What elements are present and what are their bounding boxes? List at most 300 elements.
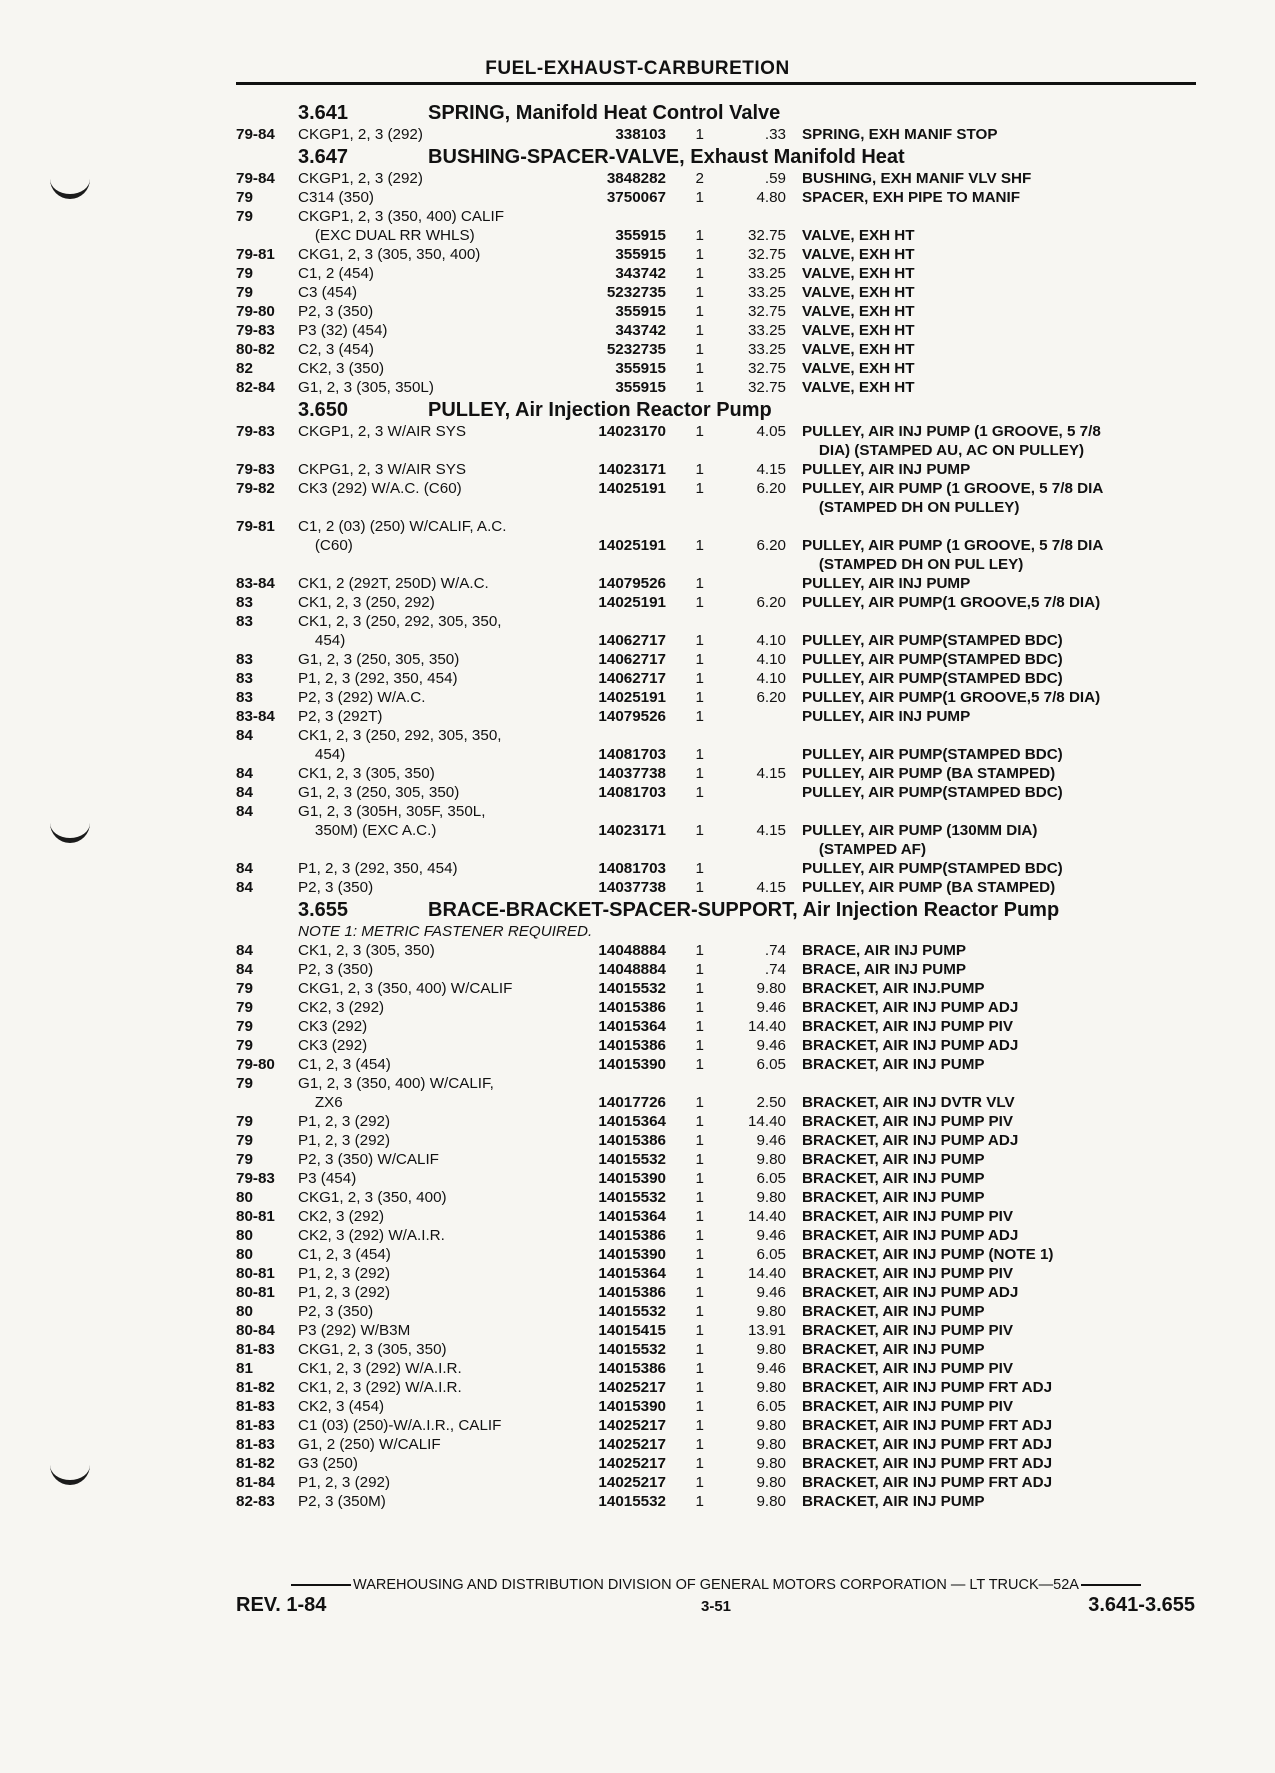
model-years-text: 79	[236, 1151, 253, 1168]
quantity	[666, 1340, 704, 1359]
price	[704, 960, 786, 979]
quantity	[666, 821, 704, 840]
quantity-text: 1	[695, 246, 704, 263]
part-number-text: 355915	[615, 227, 666, 244]
model-years-text: 80	[236, 1189, 253, 1206]
application	[298, 840, 574, 859]
quantity	[666, 1397, 704, 1416]
model-years-text: 83	[236, 613, 253, 630]
model-years	[236, 612, 298, 631]
quantity	[666, 1017, 704, 1036]
application	[298, 802, 574, 821]
part-number	[574, 555, 666, 574]
quantity	[666, 1283, 704, 1302]
price	[704, 1435, 786, 1454]
description-text: BRACKET, AIR INJ PUMP FRT ADJ	[802, 1455, 1053, 1472]
application	[298, 555, 574, 574]
quantity-text: 1	[695, 480, 704, 497]
quantity	[666, 125, 704, 144]
price-text: 9.80	[756, 1341, 786, 1358]
quantity-text: 1	[695, 265, 704, 282]
quantity-text: 1	[695, 1056, 704, 1073]
part-number	[574, 359, 666, 378]
part-number	[574, 979, 666, 998]
section-heading	[236, 898, 1196, 922]
model-years	[236, 1473, 298, 1492]
model-years	[236, 1207, 298, 1226]
model-years	[236, 340, 298, 359]
application	[298, 536, 574, 555]
application	[298, 612, 574, 631]
quantity	[666, 1093, 704, 1112]
model-years	[236, 650, 298, 669]
model-years-text: 80	[236, 1246, 253, 1263]
description-text: BRACKET, AIR INJ PUMP PIV	[802, 1265, 1013, 1282]
parts-row	[236, 707, 1196, 726]
model-years	[236, 1435, 298, 1454]
parts-row	[236, 1378, 1196, 1397]
application-text: C1, 2, 3 (454)	[298, 1246, 391, 1263]
application-text: 350M) (EXC A.C.)	[298, 822, 437, 839]
parts-row	[236, 283, 1196, 302]
quantity-text: 1	[695, 303, 704, 320]
price	[704, 745, 786, 764]
price-text: 4.15	[756, 879, 786, 896]
model-years-text: 80-82	[236, 341, 275, 358]
part-number	[574, 479, 666, 498]
description	[786, 1036, 1172, 1055]
price	[704, 1283, 786, 1302]
parts-row	[236, 264, 1196, 283]
model-years-text: 81-83	[236, 1398, 275, 1415]
price	[704, 441, 786, 460]
price	[704, 517, 786, 536]
part-number	[574, 998, 666, 1017]
part-number	[574, 745, 666, 764]
quantity-text: 1	[695, 1170, 704, 1187]
application	[298, 264, 574, 283]
price-text: .59	[764, 170, 786, 187]
parts-row	[236, 1473, 1196, 1492]
price-text: 14.40	[747, 1113, 786, 1130]
part-number	[574, 340, 666, 359]
application-text: C1 (03) (250)-W/A.I.R., CALIF	[298, 1417, 502, 1434]
price	[704, 783, 786, 802]
price-text: 6.20	[756, 689, 786, 706]
model-years	[236, 1055, 298, 1074]
parts-row	[236, 321, 1196, 340]
quantity-text: 1	[695, 860, 704, 877]
application	[298, 517, 574, 536]
application-text: CKG1, 2, 3 (305, 350, 400)	[298, 246, 481, 263]
part-number	[574, 422, 666, 441]
application-text: 454)	[298, 746, 346, 763]
section-number: 3.641	[298, 102, 349, 124]
part-number	[574, 1055, 666, 1074]
section-heading	[236, 101, 1196, 125]
model-years	[236, 840, 298, 859]
part-number	[574, 1245, 666, 1264]
parts-row	[236, 226, 1196, 245]
parts-row	[236, 1131, 1196, 1150]
application-text: CK2, 3 (292)	[298, 999, 385, 1016]
description	[786, 359, 1172, 378]
description-text: BRACKET, AIR INJ PUMP	[802, 1303, 985, 1320]
quantity-text: 1	[695, 341, 704, 358]
description	[786, 1264, 1172, 1283]
description-text: SPRING, EXH MANIF STOP	[802, 126, 998, 143]
application	[298, 1226, 574, 1245]
model-years	[236, 460, 298, 479]
parts-row	[236, 574, 1196, 593]
model-years-text: 81-83	[236, 1436, 275, 1453]
part-number	[574, 960, 666, 979]
model-years	[236, 1416, 298, 1435]
application	[298, 479, 574, 498]
description-text: PULLEY, AIR INJ PUMP	[802, 708, 971, 725]
parts-row	[236, 188, 1196, 207]
description-text: (STAMPED AF)	[802, 841, 927, 858]
parts-row	[236, 941, 1196, 960]
model-years	[236, 378, 298, 397]
description-text: DIA) (STAMPED AU, AC ON PULLEY)	[802, 442, 1085, 459]
quantity	[666, 460, 704, 479]
parts-row	[236, 1150, 1196, 1169]
part-number	[574, 207, 666, 226]
quantity	[666, 441, 704, 460]
parts-row	[236, 1036, 1196, 1055]
application	[298, 631, 574, 650]
quantity	[666, 726, 704, 745]
application-text: G1, 2, 3 (305, 350L)	[298, 379, 434, 396]
model-years-text: 81-83	[236, 1341, 275, 1358]
price	[704, 498, 786, 517]
application-text: CK3 (292)	[298, 1018, 368, 1035]
model-years-text: 79	[236, 999, 253, 1016]
description-text: PULLEY, AIR PUMP(STAMPED BDC)	[802, 632, 1063, 649]
application-text: P1, 2, 3 (292, 350, 454)	[298, 860, 458, 877]
quantity-text: 1	[695, 284, 704, 301]
price-text: 4.10	[756, 651, 786, 668]
part-number-text: 14081703	[598, 860, 666, 877]
model-years	[236, 1036, 298, 1055]
application	[298, 726, 574, 745]
part-number	[574, 574, 666, 593]
parts-row	[236, 1454, 1196, 1473]
quantity	[666, 517, 704, 536]
quantity-text: 1	[695, 537, 704, 554]
model-years	[236, 359, 298, 378]
model-years	[236, 226, 298, 245]
quantity	[666, 1302, 704, 1321]
footer-division	[236, 1577, 1196, 1593]
quantity	[666, 859, 704, 878]
price	[704, 207, 786, 226]
part-number	[574, 302, 666, 321]
application-text: 454)	[298, 632, 346, 649]
model-years	[236, 283, 298, 302]
application	[298, 340, 574, 359]
application	[298, 1492, 574, 1511]
price	[704, 1112, 786, 1131]
quantity	[666, 574, 704, 593]
price-text: 6.20	[756, 537, 786, 554]
price	[704, 1036, 786, 1055]
parts-row	[236, 1302, 1196, 1321]
part-number-text: 3848282	[606, 170, 666, 187]
application	[298, 669, 574, 688]
parts-row	[236, 517, 1196, 536]
quantity-text: 1	[695, 126, 704, 143]
price-text: 9.46	[756, 1037, 786, 1054]
description	[786, 1074, 1172, 1093]
price-text: 4.10	[756, 670, 786, 687]
binder-hole-bottom	[50, 1464, 90, 1485]
quantity	[666, 378, 704, 397]
application	[298, 1188, 574, 1207]
part-number	[574, 1112, 666, 1131]
description-text: VALVE, EXH HT	[802, 379, 915, 396]
part-number	[574, 1302, 666, 1321]
application-text: P3 (292) W/B3M	[298, 1322, 411, 1339]
description	[786, 726, 1172, 745]
model-years-text: 79	[236, 265, 253, 282]
part-number-text: 14062717	[598, 651, 666, 668]
quantity	[666, 1378, 704, 1397]
price	[704, 422, 786, 441]
model-years	[236, 764, 298, 783]
section-title: SPRING, Manifold Heat Control Valve	[428, 102, 781, 124]
description-text: BRACKET, AIR INJ PUMP	[802, 1341, 985, 1358]
price	[704, 707, 786, 726]
description	[786, 960, 1172, 979]
application	[298, 1245, 574, 1264]
description	[786, 840, 1172, 859]
price-text: 9.46	[756, 999, 786, 1016]
part-number	[574, 1036, 666, 1055]
description	[786, 1397, 1172, 1416]
price	[704, 764, 786, 783]
application	[298, 941, 574, 960]
description	[786, 555, 1172, 574]
parts-row	[236, 479, 1196, 498]
description	[786, 1435, 1172, 1454]
part-number	[574, 517, 666, 536]
application-text: G1, 2, 3 (350, 400) W/CALIF,	[298, 1075, 494, 1092]
application	[298, 188, 574, 207]
price-text: 33.25	[747, 284, 786, 301]
model-years	[236, 960, 298, 979]
quantity	[666, 593, 704, 612]
model-years-text: 82-84	[236, 379, 275, 396]
quantity	[666, 783, 704, 802]
part-number	[574, 631, 666, 650]
application	[298, 821, 574, 840]
quantity	[666, 1454, 704, 1473]
application	[298, 1378, 574, 1397]
quantity-text: 1	[695, 1151, 704, 1168]
description	[786, 1131, 1172, 1150]
parts-row	[236, 340, 1196, 359]
page-title: FUEL-EXHAUST-CARBURETION	[485, 58, 790, 79]
description	[786, 707, 1172, 726]
part-number	[574, 764, 666, 783]
price	[704, 1302, 786, 1321]
description-text: BRACKET, AIR INJ PUMP PIV	[802, 1018, 1013, 1035]
description-text: BRACE, AIR INJ PUMP	[802, 942, 966, 959]
description	[786, 460, 1172, 479]
quantity-text: 1	[695, 999, 704, 1016]
part-number-text: 14079526	[598, 575, 666, 592]
parts-row	[236, 979, 1196, 998]
quantity	[666, 536, 704, 555]
model-years-text: 84	[236, 765, 253, 782]
model-years	[236, 1245, 298, 1264]
price-text: 14.40	[747, 1265, 786, 1282]
quantity-text: 1	[695, 1455, 704, 1472]
description-text: BRACKET, AIR INJ PUMP (NOTE 1)	[802, 1246, 1054, 1263]
quantity	[666, 1074, 704, 1093]
parts-row	[236, 593, 1196, 612]
part-number-text: 14015364	[598, 1208, 666, 1225]
section-note: NOTE 1: METRIC FASTENER REQUIRED.	[298, 923, 593, 940]
quantity-text: 1	[695, 594, 704, 611]
quantity	[666, 422, 704, 441]
parts-row	[236, 1397, 1196, 1416]
model-years	[236, 1017, 298, 1036]
model-years	[236, 1074, 298, 1093]
model-years-text: 79-82	[236, 480, 275, 497]
price-text: 32.75	[747, 227, 786, 244]
quantity-text: 1	[695, 1493, 704, 1510]
application	[298, 593, 574, 612]
quantity-text: 1	[695, 1322, 704, 1339]
parts-row	[236, 821, 1196, 840]
part-number	[574, 707, 666, 726]
quantity	[666, 1169, 704, 1188]
quantity-text: 1	[695, 632, 704, 649]
part-number	[574, 1207, 666, 1226]
part-number-text: 14023171	[598, 461, 666, 478]
price-text: 9.80	[756, 1417, 786, 1434]
description-text: BRACKET, AIR INJ PUMP ADJ	[802, 1132, 1019, 1149]
price	[704, 1264, 786, 1283]
model-years-text: 79-80	[236, 1056, 275, 1073]
model-years-text: 84	[236, 727, 253, 744]
parts-row	[236, 1093, 1196, 1112]
model-years	[236, 498, 298, 517]
part-number	[574, 593, 666, 612]
model-years-text: 79	[236, 1132, 253, 1149]
part-number-text: 14079526	[598, 708, 666, 725]
application-text: P2, 3 (350M)	[298, 1493, 386, 1510]
part-number-text: 14015390	[598, 1246, 666, 1263]
application-text: P3 (454)	[298, 1170, 357, 1187]
application-text: CK1, 2, 3 (292) W/A.I.R.	[298, 1360, 462, 1377]
application	[298, 979, 574, 998]
model-years	[236, 207, 298, 226]
parts-row	[236, 669, 1196, 688]
price-text: 4.80	[756, 189, 786, 206]
price	[704, 1397, 786, 1416]
price	[704, 802, 786, 821]
description	[786, 188, 1172, 207]
quantity-text: 1	[695, 379, 704, 396]
quantity-text: 1	[695, 1398, 704, 1415]
application-text: G1, 2, 3 (305H, 305F, 350L,	[298, 803, 486, 820]
application-text: C3 (454)	[298, 284, 358, 301]
model-years	[236, 998, 298, 1017]
price	[704, 1055, 786, 1074]
description-text: VALVE, EXH HT	[802, 246, 915, 263]
part-number-text: 14023171	[598, 822, 666, 839]
application-text: P1, 2, 3 (292)	[298, 1284, 391, 1301]
model-years-text: 79	[236, 1037, 253, 1054]
model-years-text: 83	[236, 651, 253, 668]
application	[298, 321, 574, 340]
description	[786, 422, 1172, 441]
description	[786, 1492, 1172, 1511]
quantity-text: 1	[695, 461, 704, 478]
description-text: PULLEY, AIR INJ PUMP (1 GROOVE, 5 7/8	[802, 423, 1101, 440]
parts-row	[236, 536, 1196, 555]
parts-row	[236, 1416, 1196, 1435]
parts-row	[236, 245, 1196, 264]
parts-row	[236, 1359, 1196, 1378]
model-years-text: 79	[236, 1113, 253, 1130]
part-number-text: 14062717	[598, 670, 666, 687]
part-number-text: 14015390	[598, 1056, 666, 1073]
parts-row	[236, 1226, 1196, 1245]
part-number-text: 355915	[615, 360, 666, 377]
description-text: PULLEY, AIR PUMP (BA STAMPED)	[802, 879, 1056, 896]
parts-row	[236, 745, 1196, 764]
model-years-text: 79-81	[236, 246, 275, 263]
parts-row	[236, 1340, 1196, 1359]
description-text: BRACKET, AIR INJ PUMP	[802, 1151, 985, 1168]
quantity-text: 1	[695, 1303, 704, 1320]
quantity	[666, 1226, 704, 1245]
model-years-text: 79	[236, 208, 253, 225]
part-number-text: 14015532	[598, 1303, 666, 1320]
parts-row	[236, 783, 1196, 802]
model-years-text: 79	[236, 284, 253, 301]
price-text: 9.80	[756, 1151, 786, 1168]
price	[704, 650, 786, 669]
application-text: P2, 3 (350)	[298, 303, 374, 320]
part-number	[574, 1454, 666, 1473]
quantity	[666, 688, 704, 707]
model-years-text: 79	[236, 980, 253, 997]
part-number	[574, 1321, 666, 1340]
quantity	[666, 1207, 704, 1226]
part-number	[574, 245, 666, 264]
price	[704, 1321, 786, 1340]
part-number-text: 14017726	[598, 1094, 666, 1111]
application-text: P1, 2, 3 (292)	[298, 1265, 391, 1282]
description-text: PULLEY, AIR INJ PUMP	[802, 461, 971, 478]
application-text: CK2, 3 (292) W/A.I.R.	[298, 1227, 445, 1244]
parts-row	[236, 1017, 1196, 1036]
price	[704, 302, 786, 321]
parts-row	[236, 1055, 1196, 1074]
parts-row	[236, 878, 1196, 897]
description	[786, 517, 1172, 536]
quantity-text: 1	[695, 1379, 704, 1396]
model-years	[236, 941, 298, 960]
part-number	[574, 726, 666, 745]
application	[298, 422, 574, 441]
